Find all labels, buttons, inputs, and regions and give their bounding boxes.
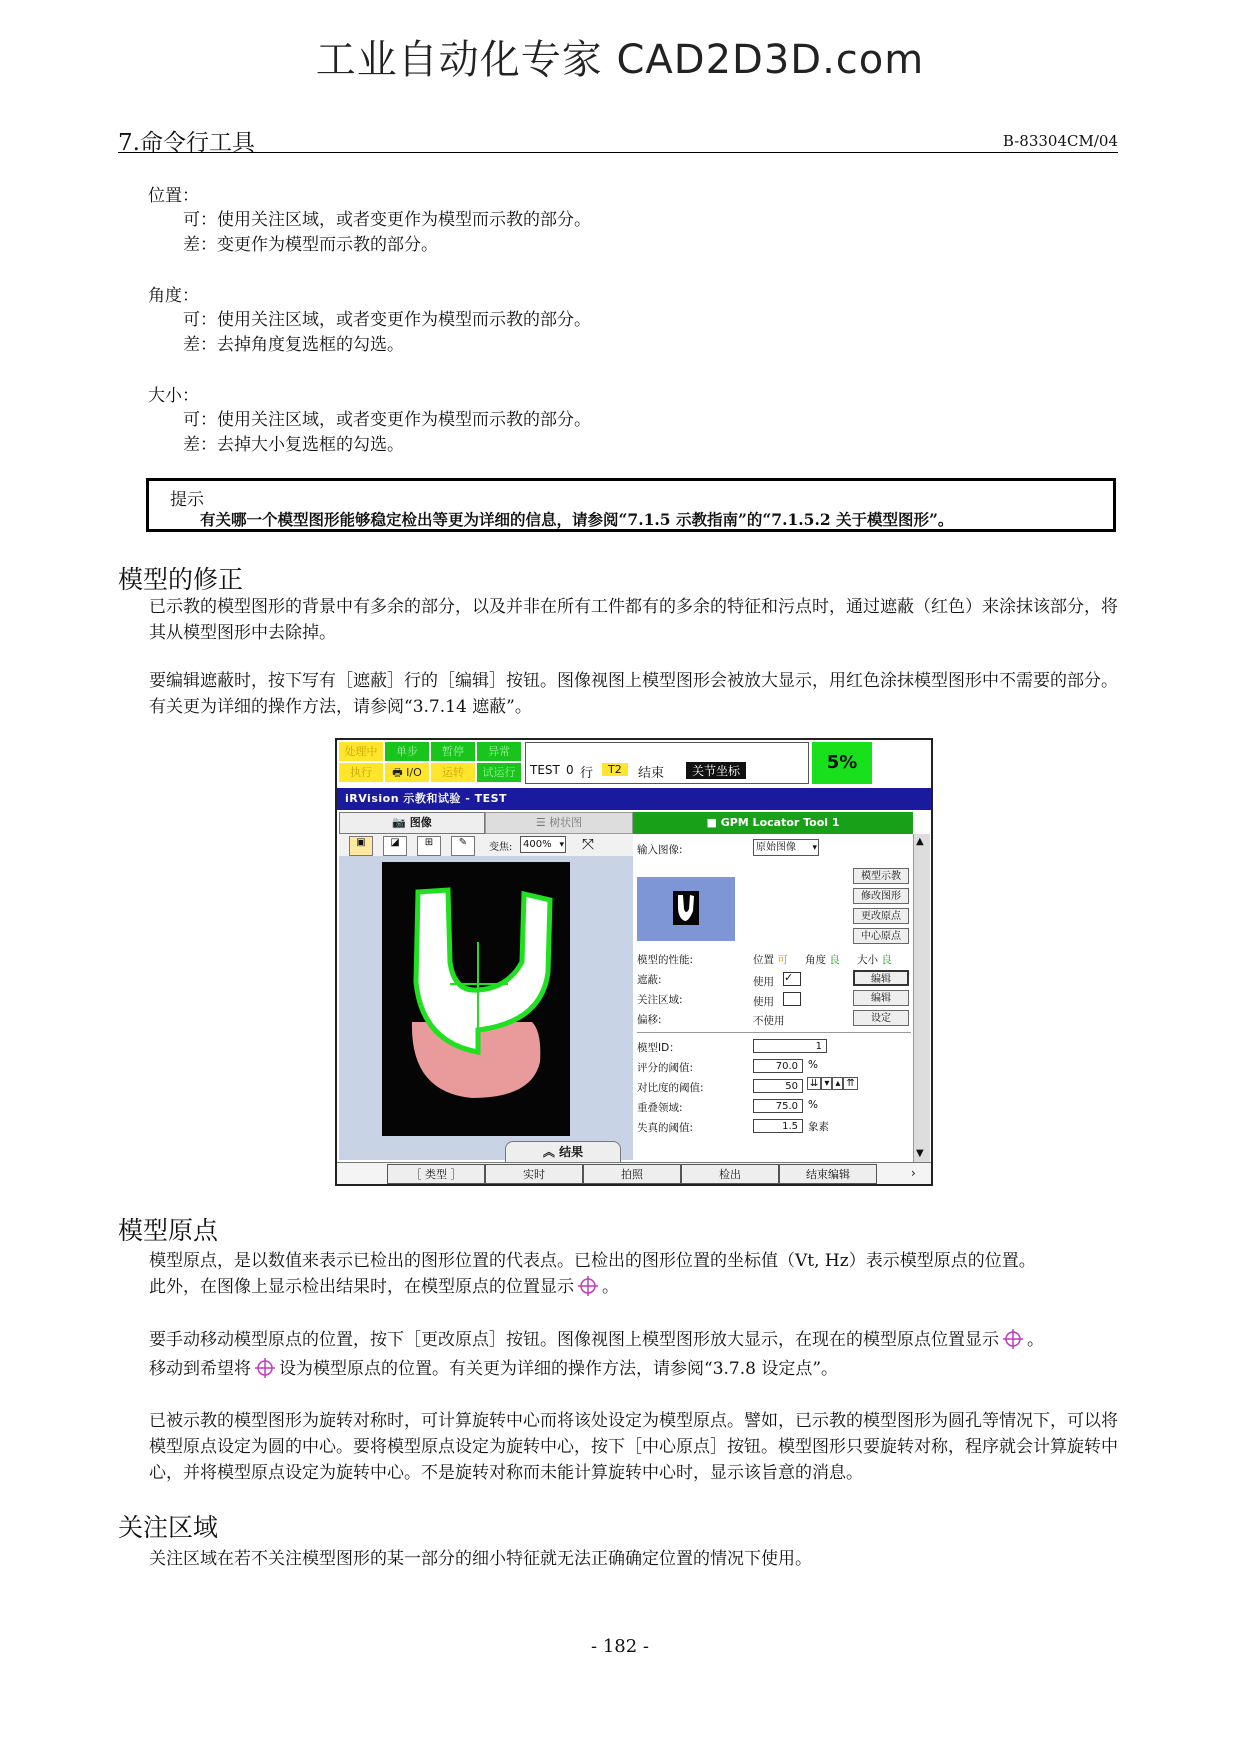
fit-view-icon[interactable]: ⤧ bbox=[581, 835, 594, 853]
item-bad-size: 差：去掉大小复选框的勾选。 bbox=[183, 435, 404, 455]
prog-name: TEST bbox=[530, 763, 560, 777]
perf-pos-label: 位置 bbox=[753, 954, 774, 966]
status-step: 单步 bbox=[385, 742, 429, 761]
offset-value: 不使用 bbox=[753, 1015, 785, 1027]
item-title-angle: 角度： bbox=[148, 286, 199, 306]
perf-size-label: 大小 bbox=[857, 954, 878, 966]
fkey-type[interactable]: ［ 类型 ］ bbox=[387, 1164, 485, 1184]
status-io bbox=[385, 763, 429, 782]
origin-p1b-wrap bbox=[149, 1272, 619, 1297]
tab-image-label: 图像 bbox=[409, 816, 432, 829]
fkey-live[interactable]: 实时 bbox=[485, 1164, 583, 1184]
status-processing: 处理中 bbox=[339, 742, 383, 761]
zoom-select[interactable] bbox=[520, 836, 566, 853]
overlap-unit: % bbox=[808, 1099, 818, 1111]
result-label: 结果 bbox=[559, 1145, 584, 1159]
model-thumbnail bbox=[637, 877, 735, 941]
origin-p1b: 此外，在图像上显示检出结果时，在模型原点的位置显示 bbox=[149, 1277, 574, 1297]
model-fix-p1: 已示教的模型图形的背景中有多余的部分，以及并非在所有工件都有的多余的特征和污点时，通过遮蔽（红色）来涂抹该部分，将其从模型图形中去除掉。 bbox=[149, 597, 1118, 643]
center-origin-button[interactable]: 中心原点 bbox=[853, 928, 909, 944]
tab-tree[interactable] bbox=[485, 812, 633, 834]
open-image-icon[interactable]: ▣ bbox=[349, 836, 373, 856]
origin-p2a-end: 。 bbox=[1027, 1330, 1044, 1350]
perf-size bbox=[857, 952, 892, 967]
fkey-snap[interactable]: 拍照 bbox=[583, 1164, 681, 1184]
doc-code: B-83304CM/04 bbox=[1002, 132, 1118, 150]
roi-use-label: 使用 bbox=[753, 996, 774, 1008]
scroll-up-icon[interactable]: ▲ bbox=[916, 836, 924, 847]
zoom-value: 400% bbox=[523, 839, 552, 850]
line-label: 行 bbox=[580, 766, 594, 781]
heading-model-fix: 模型的修正 bbox=[118, 565, 244, 594]
item-bad-position: 差：变更作为模型而示教的部分。 bbox=[183, 235, 438, 255]
item-good-position: 可：使用关注区域，或者变更作为模型而示教的部分。 bbox=[183, 210, 591, 230]
contrast-input[interactable]: 50 bbox=[753, 1079, 803, 1093]
double-chevron-up-icon: ︽ bbox=[542, 1145, 555, 1159]
origin-p3: 已被示教的模型图形为旋转对称时，可计算旋转中心而将该处设定为模型原点。譬如，已示教的模型图形为圆孔等情况下，可以将模型原点设定为圆的中心。要将模型原点设定为旋转中心，按下［中心原点］按钮。模型图形只要旋转对称，程序就会计算旋转中心，并将模型原点设定为旋转中心。不是旋转对称而未能计算旋转中心时，显示该旨意的消息。 bbox=[149, 1411, 1118, 1483]
header-rule bbox=[118, 152, 1118, 153]
grid-icon[interactable]: ⊞ bbox=[417, 836, 441, 856]
distort-input[interactable]: 1.5 bbox=[753, 1119, 803, 1133]
distort-unit: 象素 bbox=[808, 1121, 829, 1133]
chevron-down-icon: ▾ bbox=[812, 843, 817, 853]
contrast-label: 对比度的阈值: bbox=[637, 1082, 704, 1094]
mask-use-label: 使用 bbox=[753, 976, 774, 988]
teach-model-button[interactable]: 模型示教 bbox=[853, 868, 909, 884]
origin-p1a: 模型原点，是以数值来表示已检出的图形位置的代表点。已检出的图形位置的坐标值（Vt, Hz）表示模型原点的位置。 bbox=[149, 1251, 1036, 1271]
tool-title bbox=[633, 812, 913, 834]
status-prod: 运转 bbox=[431, 763, 475, 782]
coord-badge: 关节坐标 bbox=[686, 762, 746, 779]
modify-shape-button[interactable]: 修改图形 bbox=[853, 888, 909, 904]
zoom-label: 变焦: bbox=[489, 842, 513, 853]
origin-p2a: 要手动移动模型原点的位置，按下［更改原点］按钮。图像视图上模型图形放大显示，在现在的模型原点位置显示 bbox=[149, 1330, 999, 1350]
scroll-down-icon[interactable]: ▼ bbox=[916, 1148, 924, 1159]
tab-tree-label: 树状图 bbox=[549, 816, 583, 829]
roi-p1: 关注区域在若不关注模型图形的某一部分的细小特征就无法正确确定位置的情况下使用。 bbox=[149, 1549, 812, 1569]
perf-label: 模型的性能: bbox=[637, 954, 694, 966]
note-box bbox=[146, 478, 1116, 532]
divider bbox=[637, 1032, 911, 1033]
chevron-down-icon: ▾ bbox=[559, 840, 564, 850]
mask-use-checkbox[interactable] bbox=[783, 972, 801, 986]
mask-label: 遮蔽: bbox=[637, 974, 662, 986]
override-percent: 5% bbox=[812, 742, 872, 784]
perf-ang-label: 角度 bbox=[805, 954, 826, 966]
origin-p2b-1: 移动到希望将 bbox=[149, 1359, 251, 1379]
roi-label: 关注区域: bbox=[637, 994, 683, 1006]
roi-edit-button[interactable]: 编辑 bbox=[853, 990, 909, 1006]
origin-p2b-2: 设为模型原点的位置。有关更为详细的操作方法，请参阅“3.7.8 设定点”。 bbox=[279, 1359, 839, 1379]
perf-angle bbox=[805, 952, 840, 967]
origin-p2a-wrap bbox=[149, 1325, 1044, 1350]
pen-icon[interactable]: ✎ bbox=[451, 836, 475, 856]
note-title: 提示 bbox=[170, 490, 204, 510]
overlap-label: 重叠领域: bbox=[637, 1102, 683, 1114]
line-no: 0 bbox=[566, 763, 574, 777]
camera-image bbox=[382, 862, 570, 1136]
prog-state: 结束 bbox=[638, 766, 665, 781]
image-toolbar bbox=[339, 834, 633, 856]
page-number: - 182 - bbox=[591, 1636, 649, 1657]
status-run: 执行 bbox=[339, 763, 383, 782]
overlap-input[interactable]: 75.0 bbox=[753, 1099, 803, 1113]
screenshot-figure bbox=[335, 738, 933, 1186]
prog-status bbox=[525, 742, 809, 784]
down-icon[interactable]: ▾ bbox=[821, 1077, 832, 1090]
status-hold: 暂停 bbox=[431, 742, 475, 761]
next-page-icon[interactable]: › bbox=[911, 1166, 916, 1180]
status-fault: 异常 bbox=[477, 742, 521, 761]
checkmark-icon: ✓ bbox=[784, 971, 794, 984]
perf-size-value: 良 bbox=[881, 954, 892, 966]
score-label: 评分的阈值: bbox=[637, 1062, 694, 1074]
result-toggle[interactable] bbox=[505, 1141, 621, 1163]
double-down-icon[interactable]: ⇊ bbox=[807, 1077, 821, 1090]
score-input[interactable]: 70.0 bbox=[753, 1059, 803, 1073]
origin-p2b-wrap bbox=[149, 1354, 838, 1379]
input-image-select[interactable] bbox=[753, 839, 819, 856]
item-good-size: 可：使用关注区域，或者变更作为模型而示教的部分。 bbox=[183, 410, 591, 430]
heading-roi: 关注区域 bbox=[118, 1513, 219, 1542]
perf-ang-value: 良 bbox=[829, 954, 840, 966]
scrollbar[interactable] bbox=[913, 834, 930, 1162]
offset-set-button[interactable]: 设定 bbox=[853, 1010, 909, 1026]
up-icon[interactable]: ▴ bbox=[832, 1077, 843, 1090]
watermark: 工业自动化专家 CAD2D3D.com bbox=[315, 37, 925, 83]
window-title: iRVision 示教和试验 - TEST bbox=[337, 788, 931, 810]
tree-icon: ☰ bbox=[535, 816, 546, 829]
note-text: 有关哪一个模型图形能够稳定检出等更为详细的信息，请参阅“7.1.5 示教指南”的“7.1.5.2 关于模型图形”。 bbox=[200, 510, 954, 529]
copy-image-icon[interactable]: ◪ bbox=[383, 836, 407, 856]
override bbox=[812, 742, 930, 784]
task-badge: T2 bbox=[602, 763, 628, 776]
fkey-find[interactable]: 检出 bbox=[681, 1164, 779, 1184]
input-image-label: 输入图像: bbox=[637, 844, 683, 856]
item-bad-angle: 差：去掉角度复选框的勾选。 bbox=[183, 335, 404, 355]
change-origin-button[interactable]: 更改原点 bbox=[853, 908, 909, 924]
fkey-end-edit[interactable]: 结束编辑 bbox=[779, 1164, 877, 1184]
crosshair-icon bbox=[577, 1275, 599, 1297]
input-image-value: 原始图像 bbox=[756, 842, 796, 853]
distort-label: 失真的阈值: bbox=[637, 1122, 694, 1134]
mask-edit-button[interactable]: 编辑 bbox=[853, 970, 909, 986]
offset-label: 偏移: bbox=[637, 1014, 662, 1026]
status-io-label: I/O bbox=[406, 766, 422, 779]
item-title-size: 大小： bbox=[148, 386, 199, 406]
status-tcyc: 试运行 bbox=[477, 763, 521, 782]
item-title-position: 位置： bbox=[148, 186, 199, 206]
tool-title-text: GPM Locator Tool 1 bbox=[720, 816, 840, 829]
io-icon: 🖶 bbox=[392, 766, 403, 779]
roi-use-checkbox[interactable] bbox=[783, 992, 801, 1006]
model-fix-p2: 要编辑遮蔽时，按下写有［遮蔽］行的［编辑］按钮。图像视图上模型图形会被放大显示，用红色涂抹模型图形中不需要的部分。有关更为详细的操作方法，请参阅“3.7.14 遮蔽”。 bbox=[149, 671, 1118, 717]
score-unit: % bbox=[808, 1059, 818, 1071]
tool-icon: ■ bbox=[706, 816, 717, 829]
perf-pos-value: 可 bbox=[777, 954, 788, 966]
camera-icon: 📷 bbox=[392, 816, 406, 829]
model-id-input[interactable]: 1 bbox=[753, 1039, 827, 1053]
crosshair-icon bbox=[1002, 1328, 1024, 1350]
heading-model-origin: 模型原点 bbox=[118, 1216, 219, 1245]
item-good-angle: 可：使用关注区域，或者变更作为模型而示教的部分。 bbox=[183, 310, 591, 330]
crosshair-icon bbox=[254, 1357, 276, 1379]
perf-position bbox=[753, 952, 788, 967]
double-up-icon[interactable]: ⇈ bbox=[843, 1077, 857, 1090]
contrast-stepper[interactable] bbox=[807, 1078, 877, 1094]
section-header: 7.命令行工具 bbox=[118, 130, 255, 156]
model-id-label: 模型ID： bbox=[637, 1042, 680, 1054]
origin-p1b-end: 。 bbox=[602, 1277, 619, 1297]
tab-image[interactable] bbox=[339, 812, 485, 834]
